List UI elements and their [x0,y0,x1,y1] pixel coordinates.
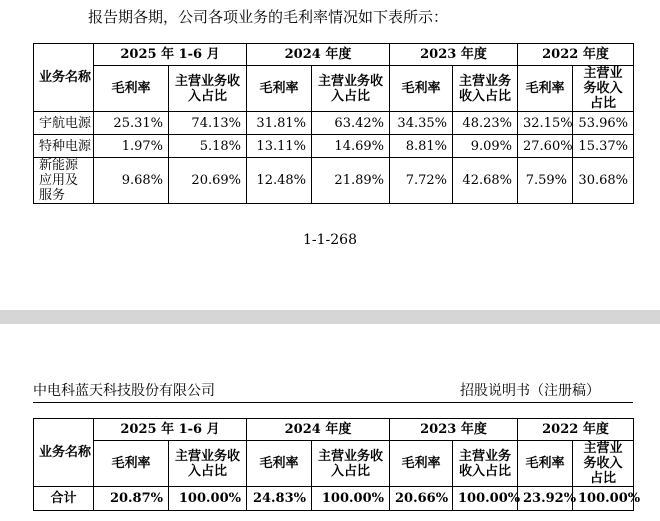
header-gross-margin: 毛利率 [94,66,169,112]
row-name: 合计 [34,487,94,511]
gross-margin-table-continued [33,418,641,511]
cell: 63.42% [312,112,390,135]
cell: 53.96% [573,112,634,135]
header-period-2023: 2023 年度 [390,44,518,66]
cell: 25.31% [94,112,169,135]
cell: 32.15% [518,112,573,135]
cell: 30.68% [573,158,634,204]
cell: 7.72% [390,158,453,204]
header-gross-margin: 毛利率 [247,441,312,487]
table-row [34,112,634,135]
cell: 1.97% [94,135,169,158]
header-period-2025h1: 2025 年 1-6 月 [94,44,247,66]
cell: 20.66% [390,487,453,511]
cell: 24.83% [247,487,312,511]
row-name: 新能源应用及服务 [34,158,94,204]
cell: 21.89% [312,158,390,204]
cell: 42.68% [453,158,518,204]
header-period-2024: 2024 年度 [247,419,390,441]
cell: 20.87% [94,487,169,511]
cell: 100.00% [573,487,634,511]
header-revenue-share: 主营业务收入占比 [169,66,247,112]
cell: 100.00% [169,487,247,511]
page-number: 1-1-268 [303,232,357,248]
cell: 20.69% [169,158,247,204]
header-revenue-share: 主营业务收入占比 [312,66,390,112]
header-period-2023: 2023 年度 [390,419,518,441]
header-rule [33,402,633,403]
header-revenue-share: 主营业务收入占比 [453,441,518,487]
cell: 34.35% [390,112,453,135]
header-gross-margin: 毛利率 [94,441,169,487]
header-revenue-share: 主营业务收入占比 [573,441,634,487]
cell: 100.00% [453,487,518,511]
cell: 8.81% [390,135,453,158]
header-period-2024: 2024 年度 [247,44,390,66]
intro-text: 报告期各期，公司各项业务的毛利率情况如下表所示： [88,8,449,26]
cell: 48.23% [453,112,518,135]
cell: 14.69% [312,135,390,158]
cell: 13.11% [247,135,312,158]
table-row [34,158,634,204]
cell: 9.09% [453,135,518,158]
table-row [34,135,634,158]
header-gross-margin: 毛利率 [390,66,453,112]
cell: 9.68% [94,158,169,204]
header-business-name: 业务名称 [34,419,94,487]
cell: 74.13% [169,112,247,135]
row-name: 特种电源 [34,135,94,158]
header-business-name: 业务名称 [34,44,94,112]
header-gross-margin: 毛利率 [518,66,573,112]
cell: 23.92% [518,487,573,511]
table-row [34,487,634,511]
gross-margin-table [33,43,634,204]
page-gap [0,310,660,324]
header-period-2022: 2022 年度 [518,419,634,441]
cell: 12.48% [247,158,312,204]
header-gross-margin: 毛利率 [390,441,453,487]
header-gross-margin: 毛利率 [247,66,312,112]
header-revenue-share: 主营业务收入占比 [453,66,518,112]
cell: 31.81% [247,112,312,135]
header-gross-margin: 毛利率 [518,441,573,487]
row-name: 宇航电源 [34,112,94,135]
company-name-header: 中电科蓝天科技股份有限公司 [33,383,215,399]
header-revenue-share: 主营业务收入占比 [573,66,634,112]
cell: 15.37% [573,135,634,158]
cell: 7.59% [518,158,573,204]
cell: 100.00% [312,487,390,511]
header-period-2022: 2022 年度 [518,44,634,66]
header-revenue-share: 主营业务收入占比 [312,441,390,487]
cell: 27.60% [518,135,573,158]
document-type-header: 招股说明书（注册稿） [460,383,600,399]
cell: 5.18% [169,135,247,158]
header-period-2025h1: 2025 年 1-6 月 [94,419,247,441]
header-revenue-share: 主营业务收入占比 [169,441,247,487]
